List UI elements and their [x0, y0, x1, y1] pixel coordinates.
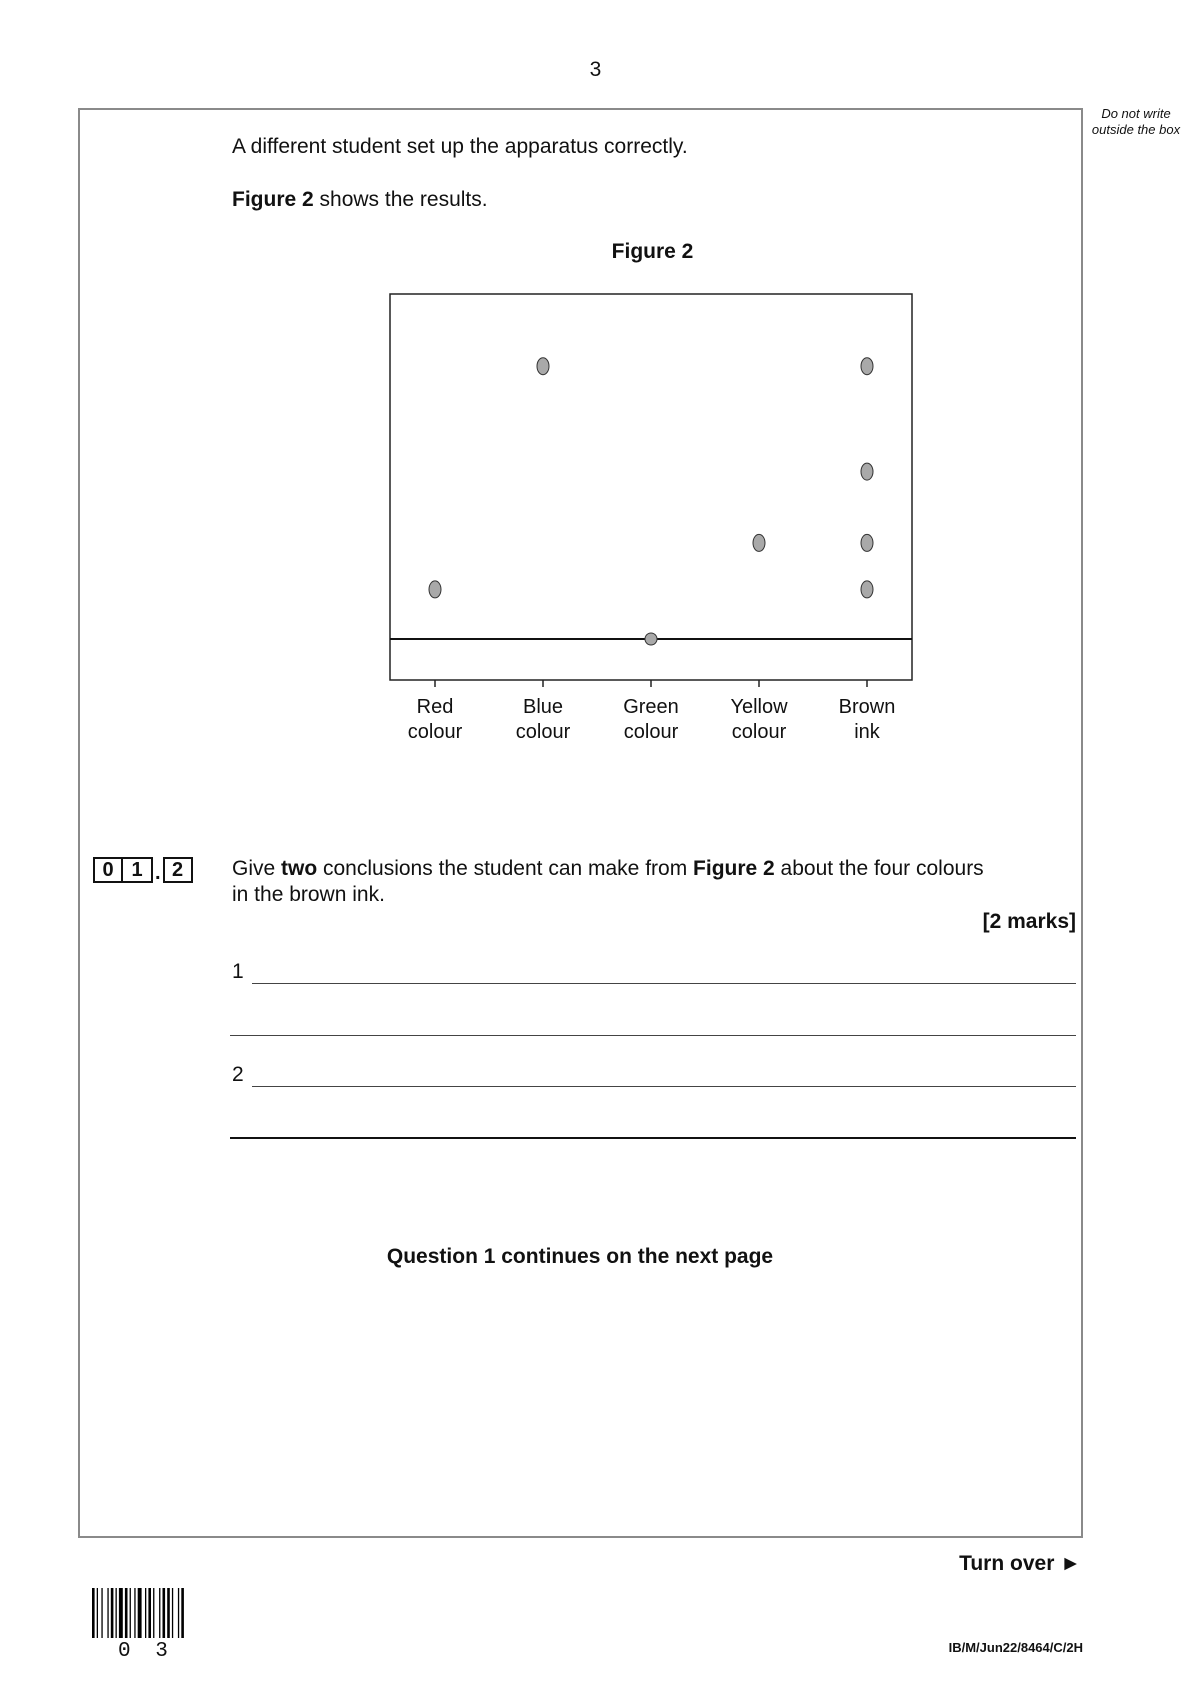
answer-line-2a[interactable] — [252, 1086, 1076, 1087]
question-text-bold-figure: Figure 2 — [693, 857, 775, 880]
chromatogram-svg — [380, 280, 920, 760]
x-tick-label-line1: Yellow — [730, 696, 788, 718]
question-text-bold-two: two — [281, 857, 318, 880]
answer-line-2b[interactable] — [230, 1137, 1076, 1139]
x-tick-label-line2: colour — [623, 721, 679, 743]
answer-label-1: 1 — [232, 960, 244, 983]
barcode-bar — [107, 1588, 108, 1638]
barcode-bar — [178, 1588, 179, 1638]
x-ticks — [435, 680, 867, 687]
barcode-bar — [101, 1588, 102, 1638]
reference-code: IB/M/Jun22/8464/C/2H — [948, 1640, 1083, 1655]
ink-spot — [861, 463, 873, 480]
ink-spot — [861, 358, 873, 375]
barcode-bar — [181, 1588, 184, 1638]
barcode-bar — [148, 1588, 151, 1638]
continues-note: Question 1 continues on the next page — [386, 1245, 774, 1268]
spots — [429, 358, 873, 645]
barcode-bar — [159, 1588, 160, 1638]
question-text-line2: in the brown ink. — [232, 883, 385, 906]
barcode-bar — [172, 1588, 173, 1638]
question-digit-1: 0 — [93, 857, 123, 883]
marks-label: [2 marks] — [982, 910, 1076, 933]
x-tick-label-line2: colour — [515, 721, 571, 743]
question-number — [93, 857, 193, 883]
ink-spot — [429, 581, 441, 598]
question-text-line1 — [232, 857, 984, 881]
intro-sentence: A different student set up the apparatus correctly. — [232, 135, 688, 158]
barcode-bar — [116, 1588, 117, 1638]
barcode-bar — [130, 1588, 131, 1638]
barcode-bar — [92, 1588, 95, 1638]
barcode-bar — [163, 1588, 166, 1638]
question-digit-2: 1 — [123, 857, 153, 883]
figure-reference — [232, 188, 488, 212]
barcode-bar — [134, 1588, 135, 1638]
x-tick-labels — [408, 696, 896, 743]
x-tick-label-line1: Brown — [838, 696, 896, 718]
barcode-bar — [125, 1588, 128, 1638]
ink-spot — [645, 633, 657, 645]
answer-line-1b[interactable] — [230, 1035, 1076, 1036]
question-text-before: Give — [232, 857, 282, 880]
x-tick-label-line2: colour — [731, 721, 787, 743]
figure-title: Figure 2 — [611, 240, 694, 263]
ink-spot — [537, 358, 549, 375]
barcode-bar — [119, 1588, 123, 1638]
ink-spot — [753, 534, 765, 551]
turn-over-label: Turn over ► — [959, 1552, 1081, 1575]
barcode-bar — [145, 1588, 146, 1638]
x-tick-label-line1: Green — [623, 696, 679, 718]
answer-line-1a[interactable] — [252, 983, 1076, 984]
question-dot: . — [155, 862, 161, 884]
plot-frame — [390, 294, 912, 680]
page-number: 3 — [589, 58, 602, 81]
x-tick-label-line2: ink — [854, 721, 880, 743]
ink-spot — [861, 534, 873, 551]
x-tick-label-line1: Red — [416, 696, 454, 718]
margin-note: Do not write outside the box — [1091, 106, 1181, 137]
barcode-bar — [97, 1588, 98, 1638]
barcode-bar — [138, 1588, 142, 1638]
barcode-bar — [153, 1588, 154, 1638]
x-tick-label-line1: Blue — [522, 696, 564, 718]
answer-label-2: 2 — [232, 1063, 244, 1086]
barcode-bar — [167, 1588, 170, 1638]
question-text-after: about the four colours — [774, 857, 984, 880]
x-tick-label-line2: colour — [407, 721, 463, 743]
barcode-image — [90, 1588, 200, 1644]
question-digit-3: 2 — [163, 857, 193, 883]
ink-spot — [861, 581, 873, 598]
question-text-middle: conclusions the student can make from — [317, 857, 694, 880]
figure-ref-rest: shows the results. — [313, 188, 488, 211]
chromatogram-chart — [380, 280, 920, 760]
barcode-digits: 0 3 — [118, 1640, 174, 1663]
figure-ref-bold: Figure 2 — [232, 188, 314, 211]
barcode-bar — [111, 1588, 114, 1638]
